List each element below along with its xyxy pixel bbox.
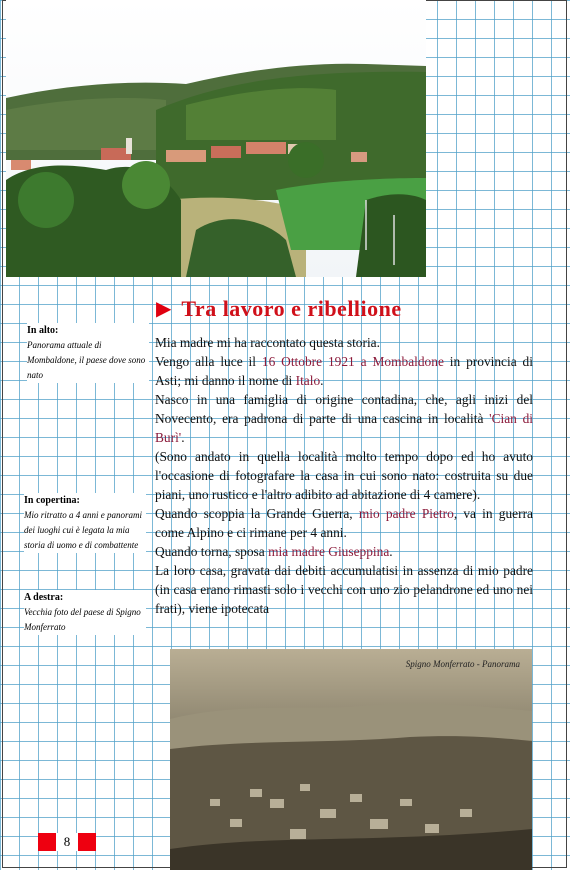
text-span: La loro casa, gravata dai debiti accumulatisi in assenza di mio padre (in casa erano rimasti solo i vecchi con uno zio pelandrone ed uno nei frati), viene ipotecata	[155, 563, 533, 616]
page-number	[38, 833, 96, 851]
text-span: Quando torna, sposa	[155, 544, 269, 559]
caption-heading: A destra:	[24, 592, 64, 603]
paragraph	[155, 447, 533, 504]
paragraph	[155, 390, 533, 447]
place-highlight: 'Cian di Burì'	[155, 411, 534, 445]
red-square-left	[38, 833, 56, 851]
text-span: Quando scoppia la Grande Guerra,	[155, 506, 359, 521]
text-span: .	[389, 544, 393, 559]
text-span: , va in guerra come Alpino e ci rimane per 4 anni.	[155, 506, 533, 540]
text-span: .	[181, 430, 185, 445]
caption-text: Panorama attuale di Mombaldone, il paese dove sono nato	[27, 340, 146, 380]
text-span: Mia madre mi ha raccontato questa storia.	[155, 335, 380, 350]
body-text	[155, 333, 533, 618]
father-highlight: mio padre Pietro	[358, 506, 454, 521]
spigno-monferrato-old-photo	[170, 649, 532, 870]
triangle-marker-icon: ▶	[156, 298, 172, 320]
caption-text: Vecchia foto del paese di Spigno Monferrato	[24, 607, 141, 632]
name-highlight: Italo	[295, 373, 321, 388]
text-span: Nasco in una famiglia di origine contadina, che, agli inizi del Novecento, era padrona di parte di una cascina in località	[155, 392, 533, 426]
text-span: (Sono andato in quella località molto tempo dopo ed ho avuto l'occasione di fotografare la casa in cui sono nato: costruita su due piani, uno rustico e l'altro adibito ad abitazione di 4 camere).	[155, 449, 533, 502]
caption-text: Mio ritratto a 4 anni e panorami dei luoghi cui è legata la mia storia di uomo e di combattente	[24, 510, 143, 550]
caption-cover	[24, 493, 146, 553]
text-span: Vengo alla luce il	[155, 354, 262, 369]
section-title	[156, 296, 402, 322]
old-photo-label: Spigno Monferrato - Panorama	[405, 659, 520, 669]
birth-date-highlight: 16 Ottobre 1921 a Mombaldone	[261, 354, 444, 369]
red-square-right	[78, 833, 96, 851]
page-number-text: 8	[56, 833, 78, 851]
caption-heading: In alto:	[27, 325, 59, 336]
caption-heading: In copertina:	[24, 495, 80, 506]
title-text: Tra lavoro e ribellione	[181, 296, 402, 321]
caption-top	[27, 323, 149, 383]
paragraph	[155, 352, 533, 390]
paragraph	[155, 333, 533, 352]
mother-highlight: mia madre Giuseppina	[268, 544, 390, 559]
paragraph	[155, 561, 533, 618]
caption-right	[24, 590, 146, 635]
paragraph	[155, 542, 533, 561]
text-span: .	[320, 373, 324, 388]
text-span: in provincia di Asti; mi danno il nome di	[155, 354, 533, 388]
mombaldone-panorama-photo	[6, 0, 426, 277]
paragraph	[155, 504, 533, 542]
